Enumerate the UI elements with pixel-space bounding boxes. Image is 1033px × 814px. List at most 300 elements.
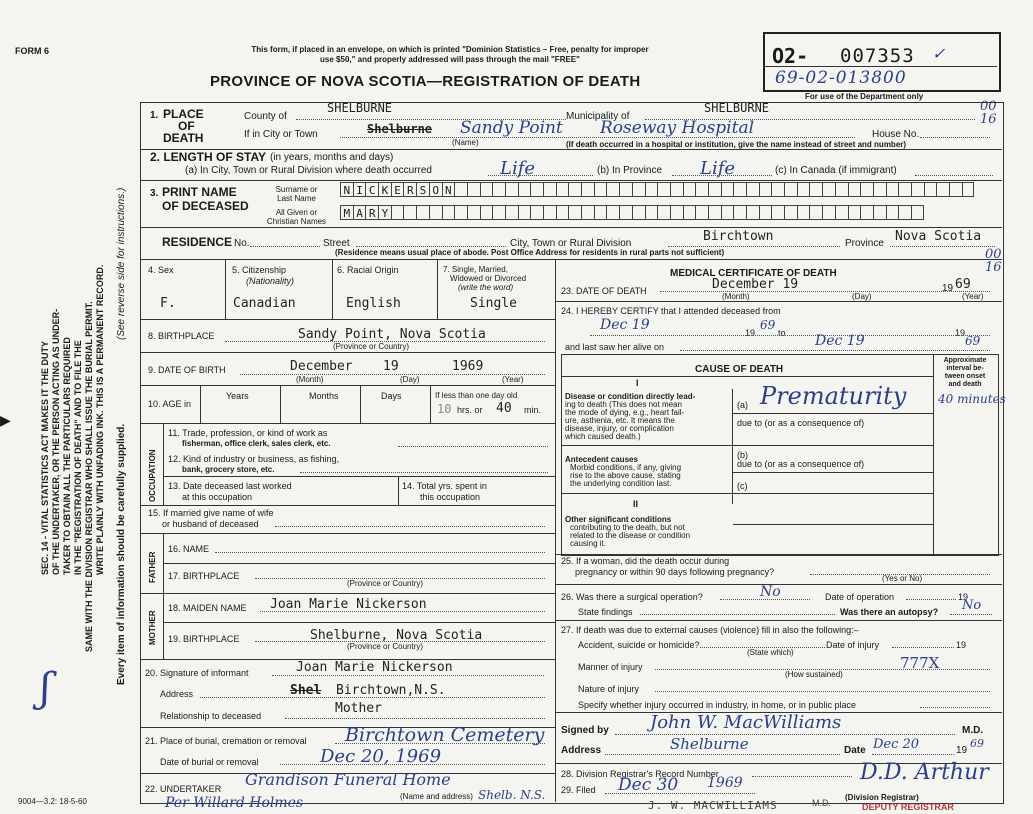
surname-label-1: Surname or	[275, 185, 318, 194]
place-num: 1.	[150, 110, 159, 121]
occ12-line-2: bank, grocery store, etc.	[182, 465, 275, 474]
name-letter-box	[543, 205, 556, 220]
name-letter-box	[911, 205, 924, 220]
name-letter-box	[657, 205, 670, 220]
cause-a-value: Prematurity	[760, 382, 907, 410]
manner-label: Manner of injury	[578, 662, 643, 672]
birthplace-caption: (Province or Country)	[333, 342, 410, 351]
stay-b-label: (b) In Province	[597, 165, 663, 176]
residence-province-label: Province	[845, 238, 884, 249]
name-letter-box: R	[365, 205, 378, 220]
name-letter-box	[797, 182, 810, 197]
stay-b-value: Life	[700, 158, 736, 179]
name-letter-box	[670, 182, 683, 197]
name-letter-box: A	[353, 205, 366, 220]
informant-sig-label: 20. Signature of informant	[145, 668, 249, 678]
last-saw-year: 69	[965, 334, 981, 348]
antecedent-line-4: the underlying condition last.	[570, 479, 672, 488]
department-number: 69-02-013800	[775, 68, 907, 88]
name-letter-box	[695, 205, 708, 220]
sec14-line-4: IN THE "REGISTRATION OF DEATH" AND TO FILE THE	[73, 340, 83, 575]
place-label-2: OF	[178, 119, 195, 133]
interval-line-1: Approximate	[943, 357, 987, 364]
undertaker-caption: (Name and address)	[400, 792, 473, 801]
name-letter-box	[568, 182, 581, 197]
hospital-note: (If death occurred in a hospital or institution, give the name instead of street and number)	[566, 140, 907, 149]
name-letter-box	[695, 182, 708, 197]
name-letter-box	[505, 182, 518, 197]
other-line-4: causing it.	[570, 539, 607, 548]
interval-line-4: and death	[948, 381, 982, 388]
cert-date-century: 19	[956, 745, 968, 756]
disease-line-3: the mode of dying, e.g., heart fail-	[565, 408, 685, 417]
age-months-label: Months	[309, 391, 339, 401]
death-date-year: 69	[955, 277, 971, 292]
surname-label-2: Last Name	[277, 194, 316, 203]
name-letter-box	[606, 182, 619, 197]
undertaker-value: Grandison Funeral Home	[245, 770, 451, 789]
marital-label-2: Widowed or Divorced	[450, 274, 527, 283]
signed-by-value: John W. MacWilliams	[650, 712, 842, 733]
burial-place-value: Birchtown Cemetery	[345, 724, 545, 746]
q27-label: 27. If death was due to external causes (violence) fill in also the following:–	[561, 625, 859, 635]
certify-19-b: 19	[955, 328, 966, 338]
name-letter-box	[898, 182, 911, 197]
certify-from-handwritten: Dec 19	[600, 317, 650, 333]
name-letter-box	[568, 205, 581, 220]
death-year-caption: (Year)	[962, 292, 984, 301]
nationality-label: (Nationality)	[246, 276, 295, 286]
antecedent-line-1: Antecedent causes	[565, 455, 638, 464]
dob-label: 9. DATE OF BIRTH	[148, 365, 226, 375]
surname-grid	[340, 182, 974, 197]
name-letter-box	[518, 182, 531, 197]
name-letter-box	[822, 182, 835, 197]
cause-title: CAUSE OF DEATH	[695, 364, 784, 375]
division-registrar-caption: (Division Registrar)	[845, 793, 919, 802]
name-letter-box	[771, 182, 784, 197]
disease-line-2: ing to death (This does not mean	[565, 400, 682, 409]
name-letter-box	[606, 205, 619, 220]
printname-label-2: OF DECEASED	[162, 199, 249, 213]
name-letter-box	[924, 182, 937, 197]
dob-month: December	[290, 359, 353, 374]
name-letter-box	[518, 205, 531, 220]
form-code: 9004—3.2: 18-5-60	[18, 797, 87, 806]
death-date-month-day: December 19	[712, 277, 799, 292]
margin-scribble: ʃ	[40, 665, 51, 711]
form-title: PROVINCE OF NOVA SCOTIA—REGISTRATION OF DEATH	[210, 73, 641, 90]
specify-label: Specify whether injury occurred in industry, in home, or in public place	[578, 700, 856, 710]
name-caption: (Name)	[452, 138, 479, 147]
marital-label-3: (write the word)	[458, 283, 514, 292]
last-saw-value: Dec 19	[815, 333, 865, 349]
name-letter-box	[683, 205, 696, 220]
notice-line-2: use $50," and properly addressed will pass through the mail "FREE"	[320, 55, 580, 64]
name-letter-box	[797, 205, 810, 220]
name-letter-box	[835, 205, 848, 220]
name-letter-box	[962, 182, 975, 197]
name-letter-box	[594, 182, 607, 197]
stay-sub: (in years, months and days)	[270, 152, 394, 163]
name-letter-box	[771, 205, 784, 220]
name-letter-box	[581, 182, 594, 197]
given-label-2: Christian Names	[266, 217, 327, 226]
name-letter-box	[708, 205, 721, 220]
racial-label: 6. Racial Origin	[337, 265, 399, 275]
occ14-line-2: this occupation	[420, 492, 481, 502]
residence-note: (Residence means usual place of abode. Post Office Address for residents in rural parts not sufficient)	[335, 248, 725, 257]
age-minutes-label: min.	[524, 405, 542, 415]
margin-code-top: 00 16	[980, 99, 997, 127]
due-to-1: due to (or as a consequence of)	[737, 418, 865, 428]
registration-prefix: O2-	[772, 44, 809, 68]
name-letter-box	[480, 205, 493, 220]
name-letter-box	[873, 182, 886, 197]
injury-date-label: Date of injury	[826, 640, 880, 650]
name-letter-box	[809, 205, 822, 220]
name-letter-box	[492, 182, 505, 197]
other-line-1: Other significant conditions	[565, 515, 672, 524]
name-letter-box	[898, 205, 911, 220]
notice-line-1: This form, if placed in an envelope, on which is printed "Dominion Statistics – Free, penalty for improper	[251, 45, 649, 54]
mother-maiden-label: 18. MAIDEN NAME	[168, 603, 247, 613]
less-than-day-label: If less than one day old	[435, 391, 518, 400]
burial-date-value: Dec 20, 1969	[320, 746, 442, 767]
doctor-address-label: Address	[561, 745, 602, 756]
name-letter-box	[848, 182, 861, 197]
informant-address-struck: Shel	[290, 683, 322, 698]
certify-19-a: 19	[745, 328, 756, 338]
certify-from-year: 69	[760, 318, 776, 332]
name-letter-box: R	[403, 182, 416, 197]
given-label-1: All Given or	[275, 208, 318, 217]
roman-one: I	[636, 378, 639, 388]
dob-year: 1969	[452, 359, 484, 374]
dob-year-caption: (Year)	[502, 375, 524, 384]
antecedent-line-3: rise to the above cause, stating	[570, 471, 681, 480]
death-date-label: 23. DATE OF DEATH	[561, 286, 647, 296]
certify-label: 24. I HEREBY CERTIFY that I attended deceased from	[561, 306, 781, 316]
name-letter-box	[746, 205, 759, 220]
form-number: FORM 6	[15, 46, 50, 56]
injury-date-19: 19	[956, 640, 967, 650]
mother-side-label: MOTHER	[148, 610, 157, 645]
name-letter-box: E	[391, 182, 404, 197]
father-side-label: FATHER	[148, 551, 157, 583]
name-letter-box	[759, 205, 772, 220]
name-letter-box	[632, 182, 645, 197]
occupation-side-label: OCCUPATION	[148, 449, 157, 502]
name-letter-box	[492, 205, 505, 220]
sec14-line-3: TAKER TO OBTAIN ALL THE PARTICULARS REQUIRED	[62, 337, 72, 575]
name-letter-box	[429, 205, 442, 220]
op-date-19: 19	[958, 592, 969, 602]
death-date-century: 19	[942, 283, 954, 294]
interval-line-3: tween onset	[944, 373, 986, 380]
name-letter-box	[619, 182, 632, 197]
relationship-value: Mother	[335, 701, 382, 716]
city-value: Shelburne	[367, 122, 433, 136]
cause-a-label: (a)	[737, 400, 748, 410]
dob-day-caption: (Day)	[400, 375, 420, 384]
stay-a-value: Life	[500, 158, 536, 179]
medical-title: MEDICAL CERTIFICATE OF DEATH	[670, 268, 837, 279]
age-hours-value: 10	[437, 402, 452, 416]
name-letter-box	[467, 205, 480, 220]
name-letter-box	[403, 205, 416, 220]
name-letter-box	[848, 205, 861, 220]
hospital-handwritten: Roseway Hospital	[600, 118, 755, 138]
name-letter-box: O	[429, 182, 442, 197]
disease-line-6: which caused death.)	[565, 432, 641, 441]
printname-num: 3.	[150, 188, 159, 199]
name-letter-box	[860, 182, 873, 197]
name-letter-box: N	[340, 182, 353, 197]
disease-line-4: ure, asthenia, etc. It means the	[565, 416, 675, 425]
certify-to: to	[778, 328, 786, 338]
municipality-value: SHELBURNE	[704, 101, 770, 115]
margin-code-mid: 00 16	[985, 247, 1002, 275]
disease-line-5: disease, injury, or complication	[565, 424, 674, 433]
house-label: House No.	[872, 129, 920, 140]
name-letter-box	[530, 205, 543, 220]
state-findings-label: State findings	[578, 607, 633, 617]
md-label: M.D.	[962, 725, 984, 736]
sec14-line-1: SEC. 14 - VITAL STATISTICS ACT MAKES IT THE DUTY	[40, 340, 50, 575]
age-hours-label: hrs. or	[457, 405, 483, 415]
marital-label-1: 7. Single, Married,	[443, 265, 508, 274]
yes-no-caption: (Yes or No)	[882, 574, 923, 583]
residence-province-value: Nova Scotia	[895, 229, 982, 244]
occ15-line-2: or husband of deceased	[162, 519, 259, 529]
mother-birthplace-caption: (Province or Country)	[347, 642, 424, 651]
name-letter-box	[784, 182, 797, 197]
father-birthplace-label: 17. BIRTHPLACE	[168, 571, 240, 581]
name-letter-box	[556, 205, 569, 220]
name-letter-box	[721, 182, 734, 197]
name-letter-box	[530, 182, 543, 197]
sec14-line-6: WRITE PLAINLY WITH UNFADING INK. THIS IS A PERMANENT RECORD.	[95, 264, 105, 575]
autopsy-value: No	[962, 598, 982, 613]
cause-b-label: (b)	[737, 450, 748, 460]
autopsy-label: Was there an autopsy?	[840, 607, 939, 617]
record-number-label: 28. Division Registrar's Record Number	[561, 769, 719, 779]
last-saw-label: and last saw her alive on	[565, 342, 665, 352]
registrar-signature: D.D. Arthur	[860, 760, 989, 785]
undertaker-location: Shelb. N.S.	[478, 788, 546, 802]
roman-two: II	[633, 499, 639, 509]
name-letter-box	[619, 205, 632, 220]
name-letter-box: K	[378, 182, 391, 197]
father-name-label: 16. NAME	[168, 544, 210, 554]
q25-line-1: 25. If a woman, did the death occur during	[561, 556, 730, 566]
name-letter-box	[454, 182, 467, 197]
cert-date-year: 69	[970, 737, 984, 750]
age-minutes-value: 40	[496, 401, 512, 416]
cause-c-label: (c)	[737, 481, 748, 491]
age-label: 10. AGE in	[148, 399, 192, 409]
city-label: If in City or Town	[244, 129, 318, 140]
residence-city-value: Birchtown	[703, 229, 774, 244]
name-letter-box	[657, 182, 670, 197]
place-handwritten: Sandy Point	[460, 118, 563, 138]
name-letter-box	[454, 205, 467, 220]
residence-street-label: Street	[323, 238, 350, 249]
how-sustained-caption: (How sustained)	[785, 670, 843, 679]
death-day-caption: (Day)	[852, 292, 872, 301]
stay-label: 2. LENGTH OF STAY	[150, 150, 267, 164]
name-letter-box	[721, 205, 734, 220]
marital-value: Single	[470, 296, 517, 311]
filed-value: Dec 30	[618, 775, 679, 795]
name-letter-box	[860, 205, 873, 220]
registration-check-mark: ✓	[932, 44, 946, 63]
name-letter-box	[835, 182, 848, 197]
signed-by-label: Signed by	[561, 725, 609, 736]
name-letter-box	[886, 182, 899, 197]
name-letter-box	[645, 182, 658, 197]
occ14-line-1: 14. Total yrs. spent in	[402, 481, 487, 491]
doctor-address-value: Shelburne	[670, 735, 749, 753]
name-letter-box: M	[340, 205, 353, 220]
every-item-note: Every item of information should be carefully supplied.	[116, 423, 127, 685]
death-month-caption: (Month)	[722, 292, 750, 301]
informant-address-label: Address	[160, 689, 194, 699]
name-letter-box	[822, 205, 835, 220]
sex-value: F.	[160, 296, 176, 311]
name-letter-box	[708, 182, 721, 197]
filed-year: 1969	[707, 775, 743, 791]
relationship-label: Relationship to deceased	[160, 711, 262, 721]
dob-day: 19	[383, 359, 399, 374]
racial-value: English	[346, 296, 401, 311]
antecedent-line-2: Morbid conditions, if any, giving	[570, 463, 682, 472]
name-letter-box	[733, 182, 746, 197]
citizenship-value: Canadian	[233, 296, 296, 311]
cause-a-interval: 40 minutes	[938, 392, 1006, 406]
place-label-3: DEATH	[163, 131, 204, 145]
name-letter-box	[936, 182, 949, 197]
sec14-line-2: OF THE UNDERTAKER, OR THE PERSON ACTING AS UNDER-	[51, 308, 61, 575]
disease-line-1: Disease or condition directly lead-	[565, 392, 696, 401]
name-letter-box	[391, 205, 404, 220]
q26-label: 26. Was there a surgical operation?	[561, 592, 703, 602]
name-letter-box: S	[416, 182, 429, 197]
interval-line-2: interval be-	[946, 365, 984, 372]
burial-place-label: 21. Place of burial, cremation or removal	[145, 736, 307, 746]
county-label: County of	[244, 111, 287, 122]
name-letter-box	[746, 182, 759, 197]
occ11-line-1: 11. Trade, profession, or kind of work as	[168, 428, 328, 438]
mother-maiden-value: Joan Marie Nickerson	[270, 597, 427, 612]
residence-label: RESIDENCE	[162, 235, 233, 249]
residence-city-label: City, Town or Rural Division	[510, 238, 632, 249]
undertaker-label: 22. UNDERTAKER	[145, 784, 222, 794]
name-letter-box	[594, 205, 607, 220]
name-letter-box	[784, 205, 797, 220]
stamp-md: M.D.	[812, 798, 831, 808]
registration-number: 007353	[840, 45, 915, 67]
printname-label-1: PRINT NAME	[162, 185, 237, 199]
edge-mark: ▶	[0, 412, 11, 428]
name-letter-box: C	[365, 182, 378, 197]
nature-label: Nature of injury	[578, 684, 640, 694]
name-letter-box	[416, 205, 429, 220]
due-to-2: due to (or as a consequence of)	[737, 459, 865, 469]
manner-value: 777X	[900, 654, 940, 672]
department-note: For use of the Department only	[805, 92, 924, 101]
stamp-deputy: DEPUTY REGISTRAR	[862, 802, 954, 812]
municipality-label: Municipality of	[566, 111, 630, 122]
state-which-caption: (State which)	[747, 648, 794, 657]
name-letter-box	[467, 182, 480, 197]
sec14-line-5: SAME WITH THE DIVISION REGISTRAR WHO SHALL ISSUE THE BURIAL PERMIT.	[84, 301, 94, 652]
q26-value: No	[760, 584, 781, 600]
occ13-line-2: at this occupation	[182, 492, 253, 502]
given-name-grid	[340, 205, 924, 220]
dob-month-caption: (Month)	[296, 375, 324, 384]
occ12-line-1: 12. Kind of industry or business, as fishing,	[168, 454, 340, 464]
cert-date-value: Dec 20	[873, 737, 920, 752]
occ13-line-1: 13. Date deceased last worked	[168, 481, 292, 491]
filed-label: 29. Filed	[561, 785, 596, 795]
name-letter-box	[949, 182, 962, 197]
name-letter-box: N	[442, 182, 455, 197]
op-date-label: Date of operation	[825, 592, 895, 602]
name-letter-box	[683, 182, 696, 197]
place-label-1: PLACE	[163, 107, 204, 121]
accident-label: Accident, suicide or homicide?	[578, 640, 700, 650]
county-value: SHELBURNE	[327, 101, 393, 115]
age-years-label: Years	[226, 391, 249, 401]
name-letter-box: I	[353, 182, 366, 197]
other-line-3: related to the disease or condition	[570, 531, 691, 540]
stamp-name: J. W. MACWILLIAMS	[648, 799, 778, 812]
sex-label: 4. Sex	[148, 265, 174, 275]
occ15-line-1: 15. If married give name of wife	[148, 508, 274, 518]
name-letter-box	[632, 205, 645, 220]
cert-date-label: Date	[844, 745, 866, 756]
name-letter-box	[480, 182, 493, 197]
birthplace-label: 8. BIRTHPLACE	[148, 331, 215, 341]
name-letter-box	[911, 182, 924, 197]
name-letter-box	[556, 182, 569, 197]
name-letter-box	[543, 182, 556, 197]
name-letter-box: Y	[378, 205, 391, 220]
other-line-2: contributing to the death, but not	[570, 523, 685, 532]
mother-birthplace-value: Shelburne, Nova Scotia	[310, 628, 483, 643]
informant-address-value: Birchtown,N.S.	[336, 683, 446, 698]
stay-a-label: (a) In City, Town or Rural Division where death occurred	[185, 165, 432, 176]
informant-sig-value: Joan Marie Nickerson	[296, 660, 453, 675]
name-letter-box	[645, 205, 658, 220]
burial-date-label: Date of burial or removal	[160, 757, 259, 767]
name-letter-box	[886, 205, 899, 220]
age-days-label: Days	[381, 391, 402, 401]
name-letter-box	[442, 205, 455, 220]
name-letter-box	[809, 182, 822, 197]
father-birthplace-caption: (Province or Country)	[347, 579, 424, 588]
name-letter-box	[873, 205, 886, 220]
name-letter-box	[733, 205, 746, 220]
name-letter-box	[670, 205, 683, 220]
name-letter-box	[581, 205, 594, 220]
undertaker-per: Per Willard Holmes	[165, 795, 304, 811]
occ11-line-2: fisherman, office clerk, sales clerk, etc.	[182, 439, 331, 448]
mother-birthplace-label: 19. BIRTHPLACE	[168, 634, 240, 644]
residence-no-label: No.	[234, 238, 250, 249]
